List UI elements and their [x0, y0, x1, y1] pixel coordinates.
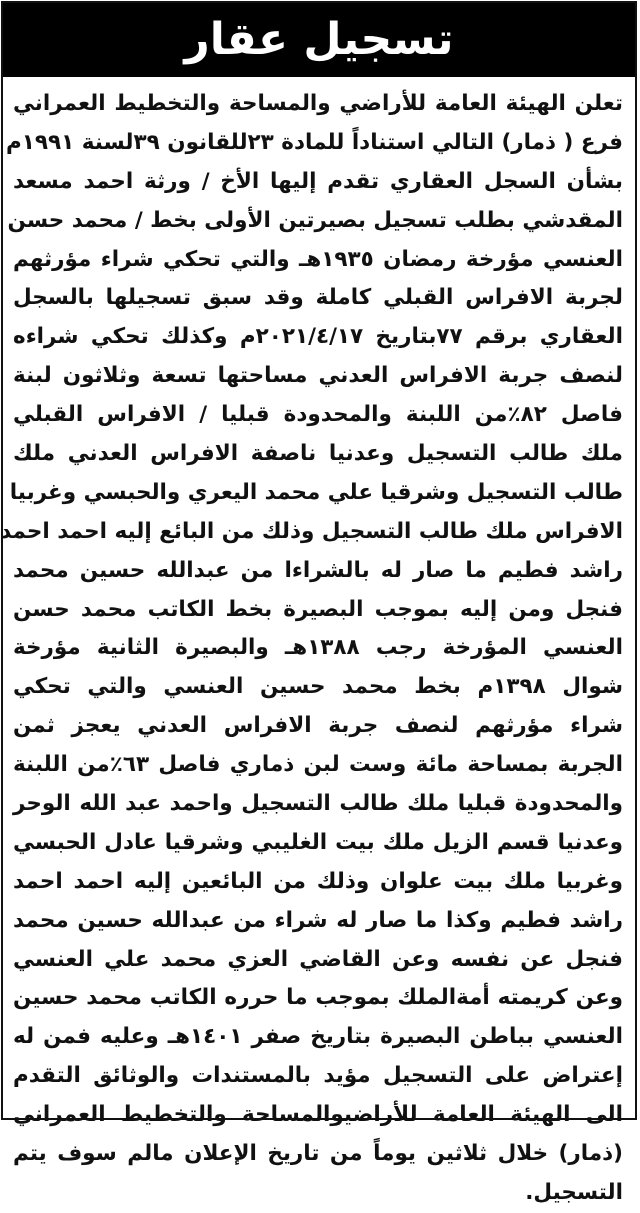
notice-line: الافراس ملك طالب التسجيل وذلك من البائع إليه احمد احمد: [0, 518, 623, 544]
notice-line: لنصف جربة الافراس العدني مساحتها تسعة وثلاثون لبنة: [13, 363, 623, 389]
notice-line: العنسي المؤرخة رجب ١٣٨٨هـ والبصيرة الثانية مؤرخة: [13, 635, 623, 661]
notice-line: الجربة بمساحة مائة وست لبن ذماري فاصل ٦٣٪من اللبنة: [13, 752, 624, 778]
notice-line: شراء مؤرثهم لنصف جربة الافراس العدني يعجز ثمن: [13, 713, 623, 739]
notice-line: ملك طالب التسجيل وعدنيا ناصفة الافراس العدني ملك: [13, 441, 623, 467]
notice-body: [0, 85, 624, 1213]
notice-line: فنجل ومن إليه بموجب البصيرة بخط الكاتب محمد حسن: [13, 596, 623, 622]
notice-line: فنجل عن نفسه وعن القاضي العزي محمد علي العنسي: [13, 946, 623, 972]
notice-line: العنسي مؤرخة رمضان ١٩٣٥هـ والتي تحكي شراء مؤرثهم: [13, 246, 623, 272]
notice-line: وعدنيا قسم الزيل ملك بيت الغليبي وشرقيا عادل الحبسي: [13, 829, 623, 855]
notice-line: راشد فطيم ما صار له بالشراءا من عبدالله حسين محمد: [13, 557, 623, 583]
notice-line: شوال ١٣٩٨م بخط محمد حسين العنسي والتي تحكي: [13, 674, 623, 700]
notice-line: لجربة الافراس القبلي كاملة وقد سبق تسجيلها بالسجل: [13, 285, 623, 311]
notice-line: والمحدودة قبليا ملك طالب التسجيل واحمد عبد الله الوحر: [13, 791, 623, 817]
notice-title: تسجيل عقار: [184, 14, 454, 65]
notice-line: فرع ( ذمار) التالي استناداً للمادة ٢٣للقانون ٣٩لسنة ١٩٩١م: [5, 129, 623, 155]
notice-line: طالب التسجيل وشرقيا علي محمد اليعري والحبسي وغربيا: [9, 479, 623, 505]
notice-line: (ذمار) خلال ثلاثين يوماً من تاريخ الإعلان مالم سوف يتم: [13, 1141, 623, 1167]
notice-line: المقدشي بطلب تسجيل بصيرتين الأولى بخط / محمد حسن: [7, 207, 623, 233]
notice-line: العقاري برقم ٧٧بتاريخ ٢٠٢١/٤/١٧م وكذلك تحكي شراءه: [13, 324, 623, 350]
notice-line: تعلن الهيئة العامة للأراضي والمساحة والتخطيط العمراني: [13, 91, 623, 116]
notice-line: وغربيا ملك بيت علوان وذلك من البائعين إليه احمد احمد: [13, 868, 623, 894]
notice-line: وعن كريمته أمةالملك بموجب ما حرره الكاتب محمد حسين: [13, 985, 623, 1011]
notice-line: راشد فطيم وكذا ما صار له شراء من عبدالله حسين محمد: [13, 907, 623, 933]
notice-line: التسجيل.: [525, 1179, 623, 1205]
title-bar: [3, 3, 635, 77]
notice-line: إعتراض على التسجيل مؤيد بالمستندات والوثائق التقدم: [13, 1063, 623, 1089]
notice-box: [0, 1, 637, 1205]
notice-line: فاصل ٨٢٪من اللبنة والمحدودة قبليا / الافراس القبلي: [13, 402, 623, 428]
notice-line: بشأن السجل العقاري تقدم إليها الأخ / ورثة احمد مسعد: [13, 168, 623, 194]
notice-line: الى الهيئة العامة للأراضيوالمساحة والتخطيط العمراني: [13, 1102, 623, 1128]
notice-line: العنسي بباطن البصيرة بتاريخ صفر ١٤٠١هـ وعليه فمن له: [13, 1024, 623, 1050]
